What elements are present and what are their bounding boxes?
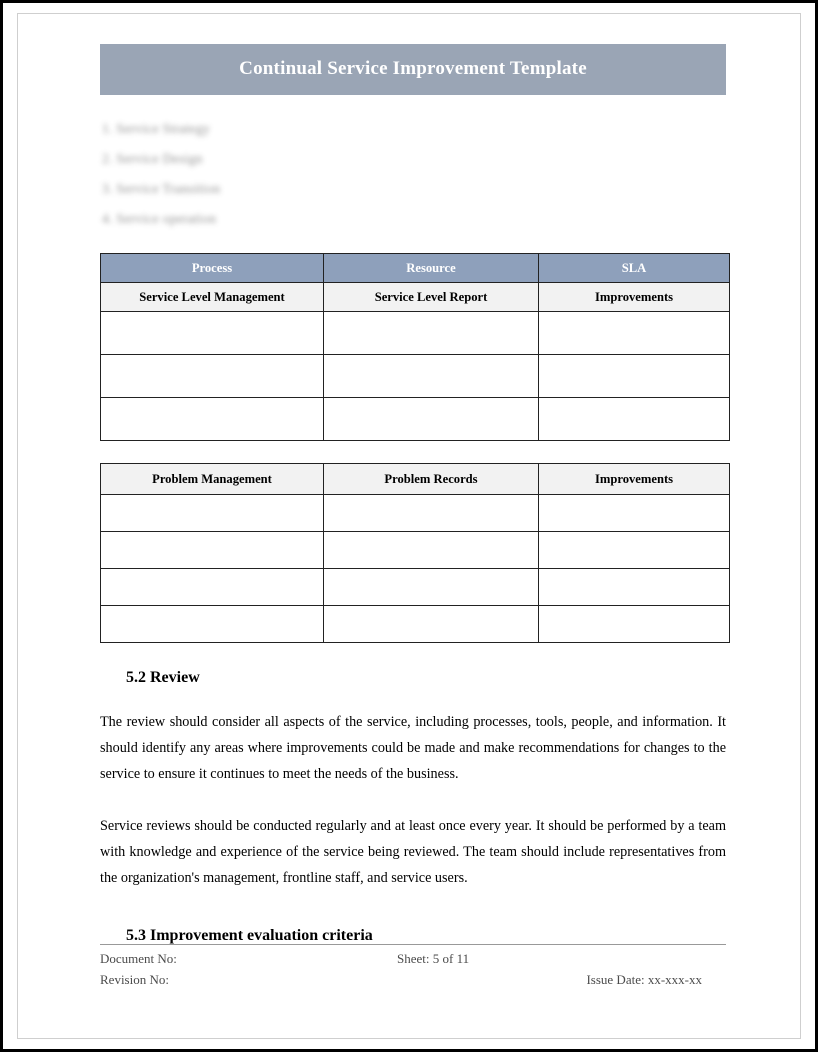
table-cell-empty[interactable]: [101, 355, 324, 398]
section-heading-review: 5.2 Review: [126, 669, 200, 686]
table-cell-empty[interactable]: [324, 312, 539, 355]
table-row: [101, 569, 730, 606]
document-content: [100, 44, 726, 945]
list-item: 2. Service Design: [102, 151, 203, 166]
paragraph-review-1: The review should consider all aspects of the service, including processes, tools, people, and information. It should identify any areas where improvements could be made and make recommendations for changes to the service to ensure it continues to meet the needs of the business.: [100, 714, 726, 782]
table-cell-empty[interactable]: [324, 355, 539, 398]
table-cell-empty[interactable]: [101, 532, 324, 569]
table-cell-empty[interactable]: [101, 495, 324, 532]
footer-row-bottom: [100, 972, 726, 993]
blurred-outline-list: [102, 121, 726, 227]
table-cell-empty[interactable]: [101, 569, 324, 606]
table-cell-empty[interactable]: [539, 495, 730, 532]
table-row: [101, 464, 730, 495]
page-title: Continual Service Improvement Template: [100, 44, 726, 95]
footer-row-top: [100, 951, 726, 972]
service-level-table: [100, 253, 730, 441]
table-cell-empty[interactable]: [101, 398, 324, 441]
table-row: [101, 532, 730, 569]
table-cell-empty[interactable]: [539, 355, 730, 398]
table-header-cell: SLA: [539, 254, 730, 283]
page-sheet: [17, 13, 801, 1039]
paragraph-review-2: Service reviews should be conducted regularly and at least once every year. It should be performed by a team with knowledge and experience of the service being reviewed. The team should include representatives from the organization's management, frontline staff, and service users.: [100, 818, 726, 886]
footer-document-no: Document No:: [100, 951, 177, 966]
table-cell-empty[interactable]: [539, 532, 730, 569]
table-row: [101, 355, 730, 398]
table-cell-empty[interactable]: [324, 495, 539, 532]
table-row: [101, 398, 730, 441]
table-row: [101, 312, 730, 355]
table-cell: Improvements: [539, 283, 730, 312]
table-header-cell: Resource: [324, 254, 539, 283]
section-heading-improvement-criteria: 5.3 Improvement evaluation criteria: [126, 927, 373, 944]
table-cell-empty[interactable]: [324, 398, 539, 441]
table-header-cell: Process: [101, 254, 324, 283]
footer-sheet: Sheet: 5 of 11: [397, 951, 470, 966]
list-item: 3. Service Transition: [102, 181, 221, 196]
table-cell-empty[interactable]: [324, 606, 539, 643]
table-cell-empty[interactable]: [101, 606, 324, 643]
table-cell: Service Level Report: [324, 283, 539, 312]
table-cell: Problem Management: [101, 464, 324, 495]
table-cell-empty[interactable]: [539, 606, 730, 643]
table-cell-empty[interactable]: [324, 532, 539, 569]
page-footer: [100, 944, 726, 993]
table-row: [101, 283, 730, 312]
table-row: [101, 606, 730, 643]
table-cell: Problem Records: [324, 464, 539, 495]
problem-management-table: [100, 463, 730, 643]
footer-revision-no: Revision No:: [100, 972, 169, 987]
table-cell-empty[interactable]: [101, 312, 324, 355]
table-cell: Service Level Management: [101, 283, 324, 312]
table-header-row: [101, 254, 730, 283]
table-cell-empty[interactable]: [324, 569, 539, 606]
list-item: 1. Service Strategy: [102, 121, 211, 136]
table-cell-empty[interactable]: [539, 569, 730, 606]
list-item: 4. Service operation: [102, 211, 217, 226]
table-cell-empty[interactable]: [539, 398, 730, 441]
footer-issue-date: Issue Date: xx-xxx-xx: [586, 972, 702, 987]
table-row: [101, 495, 730, 532]
table-cell: Improvements: [539, 464, 730, 495]
table-cell-empty[interactable]: [539, 312, 730, 355]
